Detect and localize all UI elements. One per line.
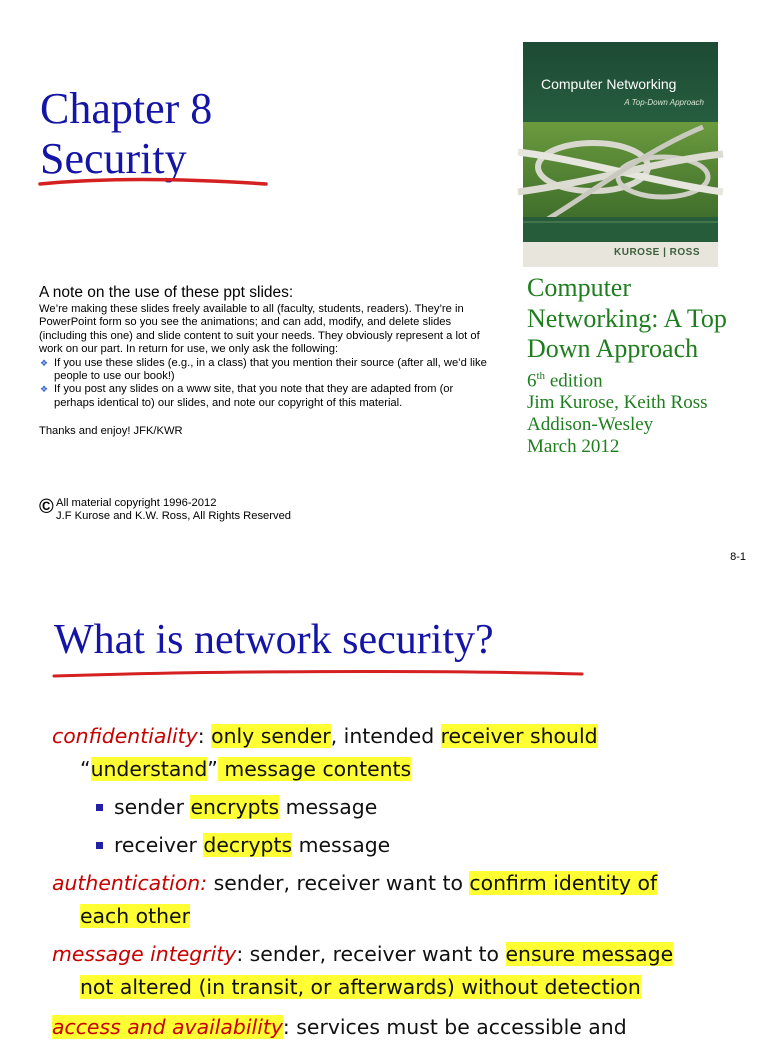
book-title: Computer Networking: A Top Down Approach	[527, 273, 727, 363]
colon: :	[197, 724, 205, 748]
edition-number: 6	[527, 369, 537, 391]
plain-text: , intended	[330, 724, 441, 748]
page-title: What is network security?	[54, 617, 494, 663]
copyright-line-1: All material copyright 1996-2012	[56, 497, 217, 509]
plain-text: message	[279, 795, 378, 819]
square-bullet-icon	[96, 842, 103, 849]
book-info	[527, 273, 767, 458]
chapter-title	[40, 84, 212, 184]
authentication-line-2	[52, 900, 768, 933]
usage-note	[39, 283, 489, 437]
list-item	[39, 383, 489, 410]
sub-bullet-encrypts	[52, 791, 768, 824]
highlight: each other	[80, 904, 190, 928]
diamond-bullet-icon: ❖	[40, 384, 49, 395]
title-underline	[38, 172, 278, 194]
cover-subtitle: A Top-Down Approach	[624, 98, 704, 107]
chapter-name: Security	[40, 134, 187, 183]
plain-text: message	[292, 833, 391, 857]
highlight: understand	[90, 757, 208, 781]
chapter-number: Chapter 8	[40, 84, 213, 133]
highlight: message contents	[217, 757, 412, 781]
book-publisher: Addison-Wesley	[527, 413, 654, 435]
book-date: March 2012	[527, 435, 620, 457]
plain-text: sender	[114, 795, 191, 819]
availability-line	[52, 1011, 768, 1044]
integrity-line	[52, 938, 768, 971]
diamond-bullet-icon: ❖	[40, 357, 49, 368]
confidentiality-line	[52, 720, 768, 753]
highlight: encrypts	[190, 795, 280, 819]
availability-term: access and availability	[52, 1015, 283, 1039]
copyright-icon: ©	[39, 496, 54, 518]
security-properties	[52, 720, 768, 1044]
copyright-notice	[39, 497, 291, 523]
list-item-text: If you use these slides (e.g., in a class) that you mention their source (after all, we’d like people to use our book!)	[54, 356, 487, 383]
note-list	[39, 357, 489, 411]
integrity-term: message integrity	[52, 942, 237, 966]
copyright-line-2: J.F Kurose and K.W. Ross, All Rights Reserved	[56, 510, 292, 522]
square-bullet-icon	[96, 804, 103, 811]
book-edition	[527, 365, 767, 392]
confidentiality-line-2	[52, 753, 768, 786]
plain-text: sender, receiver want to	[243, 942, 506, 966]
note-heading: A note on the use of these ppt slides:	[39, 284, 294, 301]
plain-text: receiver	[114, 833, 204, 857]
note-body: We’re making these slides freely available to all (faculty, students, readers). They’re in PowerPoint form so you see the animations; and can add, modify, and delete slides (including this one) and slide content to suit your needs. They obviously represent a lot of work on our part. In return for use, we only ask the following:	[39, 303, 480, 356]
colon: :	[236, 942, 244, 966]
plain-text: : services must be accessible and	[282, 1015, 627, 1039]
cover-title: Computer Networking	[541, 76, 677, 92]
page-number: 8-1	[730, 551, 746, 563]
book-authors: Jim Kurose, Keith Ross	[527, 391, 708, 413]
open-quote: “	[80, 757, 91, 781]
thanks-line: Thanks and enjoy! JFK/KWR	[39, 425, 183, 438]
highlight: not altered (in transit, or afterwards) without detection	[80, 975, 641, 999]
confidentiality-term: confidentiality	[52, 724, 198, 748]
edition-word: edition	[545, 369, 603, 391]
title-underline	[52, 666, 592, 682]
slide-2	[0, 580, 768, 1039]
list-item	[39, 357, 489, 384]
sub-bullet-decrypts	[52, 829, 768, 862]
list-item-text: If you post any slides on a www site, that you note that they are adapted from (or perhaps identical to) our slides, and note our copyright of this material.	[54, 383, 454, 409]
integrity-line-2	[52, 971, 768, 1004]
book-cover	[523, 42, 718, 267]
edition-suffix: th	[536, 369, 546, 382]
cover-authors: KUROSE | ROSS	[614, 247, 700, 258]
highlight: ensure message	[505, 942, 674, 966]
highlight: decrypts	[203, 833, 293, 857]
plain-text: sender, receiver want to	[207, 871, 470, 895]
highlight: only sender	[211, 724, 331, 748]
close-quote: ”	[207, 757, 218, 781]
highlight: receiver should	[440, 724, 598, 748]
authentication-term: authentication:	[52, 871, 208, 895]
authentication-line	[52, 867, 768, 900]
cover-author-band	[523, 242, 718, 267]
highlight: confirm identity of	[469, 871, 658, 895]
